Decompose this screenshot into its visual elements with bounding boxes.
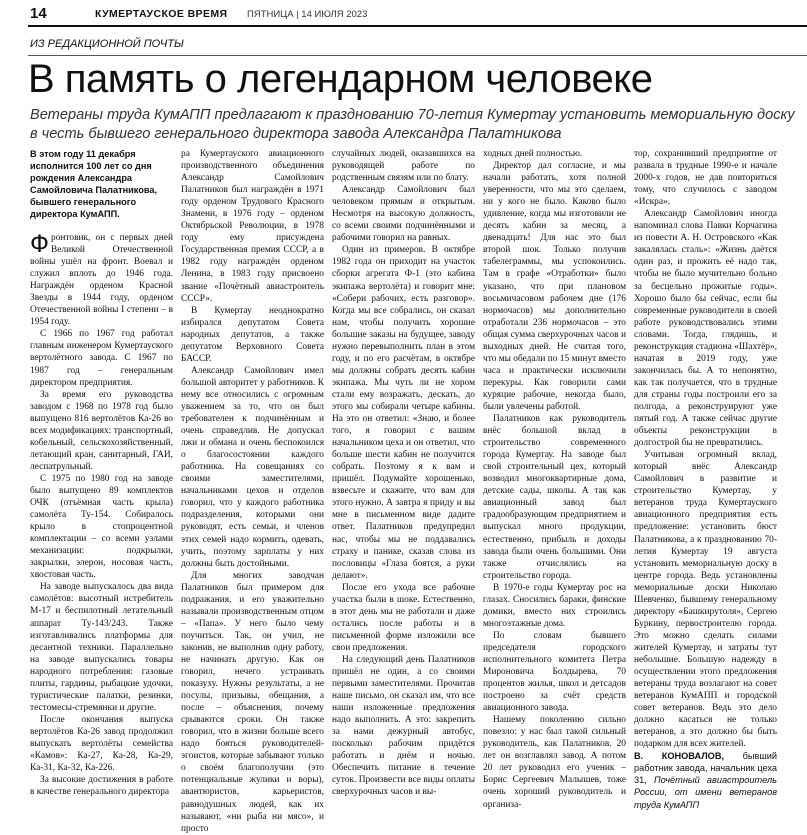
paragraph: В Кумертау неоднократно избирался депутатом Совета народных депутатов, а также депутатом Верховного Совета БАССР.: [181, 305, 324, 364]
paragraph: На заводе выпускалось два вида самолётов: высотный истребитель М-17 и беспилотный летательный аппарат Ту-143/243. Также изготавливались платформы для десантной техники. Параллельно на заводе выпускались товары народного потребления: газовые плиты, гардины, рыбацкие удочки, туристические палатки, резинки, тестомесы-стремянки и другие.: [30, 582, 173, 713]
author-title: Почётный авиастроитель России, от имени ветеранов труда КумАПП: [634, 775, 777, 810]
article-body: [0, 148, 807, 834]
issue-date: ПЯТНИЦА | 14 ИЮЛЯ 2023: [247, 9, 368, 20]
paragraph: За высокие достижения в работе в качестве генерального директора: [30, 775, 173, 798]
header-divider: [28, 25, 807, 27]
article-lead: Ветераны труда КумАПП предлагают к празднованию 70-летия Кумертау установить мемориальную доску в честь бывшего генерального директора завода Александра Палатникова: [30, 107, 795, 142]
paragraph: По словам бывшего председателя городского исполнительного комитета Петра Мироновича Болдырева, 70 процентов жилья, школ и детсадов построено за счёт средств авиационного завода.: [483, 630, 626, 714]
article-intro: В этом году 11 декабря исполнится 100 лет со дня рождения Александра Самойловича Палатникова, бывшего генерального директора КумАПП.: [30, 149, 158, 219]
paragraph: ходных дней полностью.: [483, 149, 583, 159]
text-column-4: [483, 148, 626, 810]
text-column-5: [634, 148, 777, 810]
paragraph: Нашему поколению сильно повезло: у нас был такой сильный руководитель, как Палатников. 20 лет он возглавлял завод. А потом 20 лет руководил его ученик – Борис Сергеевич Малышев, тоже очень хороший руководитель и организа-: [483, 715, 626, 810]
paragraph: Фронтовик, он с первых дней Великой Отечественной войны ушёл на фронт. Воевал и служил вплоть до 1946 года. Награждён орденом Красной Звезды в 1944 году, орденом Отечественной войны I степени – в 1954 году.: [30, 230, 173, 328]
text-column-1: [30, 148, 173, 798]
paragraph: На следующий день Палатников пришёл не один, а со своими первыми заместителями. Прочитав наше письмо, он сказал им, что все наши изложенные предложения надо выполнить. А это: закрепить за нами дежурный автобус, посколько рабочим придётся работать и днём и ночью. Обеспечить питание в течение суток. Произвести все виды оплаты сверхурочных часов и вы-: [332, 654, 475, 798]
paragraph: Учитывая огромный вклад, который внёс Александр Самойлович в развитие и строительство Кумертау, у ветеранов труда Кумертауского авиационного предприятия есть предложение: установить бюст Палатникова, а к празднованию 70-летия Кумертау 19 августа установить мемориальную доску в центре города. Ведь установлены мемориальные доски Николаю Шевченко, бывшему генеральному директору «Башкирутоля», Сергею Буркину, первостроителю города. Это можно сделать силами жителей Кумертау, и затраты тут небольшие. Большую надежду в осуществлении этого предложения ветераны труда возлагают на совет ветеранов КумАПП и городской совет ветеранов. Ведь это дело должно касаться не только ветеранов, а это должно бы быть подарком для всех жителей.: [634, 450, 777, 750]
paragraph: После его ухода все рабочие участка были в шоке. Естественно, в этот день мы не работали и даже остались после работы и в письменной форме изложили все свои предложения.: [332, 582, 475, 653]
author-name: В. КОНОВАЛОВ,: [634, 751, 743, 762]
author-signature: В. КОНОВАЛОВ, бывший работник завода, начальник цеха 31, Почётный авиастроитель России, от имени ветеранов труда КумАПП: [634, 751, 777, 810]
paragraph: случайных людей, оказавшихся на руководящей работе по родственным связям или по блату.: [332, 149, 475, 184]
paragraph: Для многих заводчан Палатников был примером для подражания, и его уважительно называли производственным отцом – «Папа». У него было чему поучиться. Так, он учил, не законив, не выполнив одну работу, не начинать другую. Как он говорил, нечего устраивать показуху. Нужны результаты, а не посулы, призывы, обещания, а после – объяснения, почему срываются сроки. Он также говорил, что в жизни больше всего надо бояться руководителей-эгоистов, которые забывают только о своём благополучии (это потенциальные жулики и воры), авантюристов, карьеристов, равнодушных людей, как их называют, «ни рыба ни мясо», и просто: [181, 570, 324, 834]
paragraph: Один из примеров. В октябре 1982 года он приходит на участок сборки агрегата Ф-1 (это кабина экипажа вертолёта) и говорит мне: «Собери рабочих, есть разговор». Когда мы все собрались, он сказал нам, чтобы получить хорошие большие заказы на будущее, заводу нужно перевыполнить план в этом году, и по его расчётам, в октябре мы должны собрать десять кабин экипажа. Мы чуть ли не хором стали ему возражать, дескать, до этого мы собирали четыре кабины. На это он ответил: «Знаю, и более того, я говорил с вашим начальником цеха и он ответил, что больше шести кабин не получится собрать. Поэтому я к вам и пришёл. Подумайте хорошенько, взвесьте и скажите, что вам для этого нужно. А завтра я приду и вы мне в письменном виде дадите ответ. Палатников предупредил нас, чтобы мы не поддавались страху и панике, сказав слова из пословицы «Глаза боятся, а руки делают».: [332, 245, 475, 581]
newspaper-name: КУМЕРТАУСКОЕ ВРЕМЯ: [95, 8, 228, 20]
article-title: В память о легендарном человеке: [28, 57, 653, 101]
text-column-3: [332, 148, 475, 798]
section-rubric: ИЗ РЕДАКЦИОННОЙ ПОЧТЫ: [30, 38, 184, 50]
paragraph: С 1975 по 1980 год на заводе было выпущено 89 комплектов ОЧК (отъёмная часть крыла) самолёта Ту-154. Собиралось крыло в стопроцентной комплектации – со всеми узлами механизации: подкрылки, закрылки, элерон, носовая часть, хвостовая часть.: [30, 473, 173, 581]
text-column-2: [181, 148, 324, 834]
paragraph: Александр Самойлович имел большой авторитет у работников. К нему все относились с огромным уважением за то, что он был требователен к подчинённым и очень справедлив. Не допускал лжи и обмана и очень беспокоился о благосостоянии каждого работника. На совещаниях со своими заместителями, начальниками цехов и отделов говорил, что у каждого работника подразделения, которыми они руководят, есть семьи, и членов этих семей надо кормить, одевать, учить, поэтому зарплаты у них должны быть достойными.: [181, 365, 324, 569]
paragraph: После окончания выпуска вертолётов Ка-26 завод продолжил выпускать вертолёты семейства «Камов»: Ка-27, Ка-28, Ка-29, Ка-31, Ка-32, Ка-226.: [30, 714, 173, 774]
paragraph: Палатников как руководитель внёс большой вклад в строительство современного города Кумертау. На заводе был свой строительный цех, который возводил многоквартирные дома, детские сады, школы. А так как авиационный завод был градообразующим предприятием и выпускал много продукции, естественно, прибыль и доходы завода были очень большими. Они также отчислялись на строительство города.: [483, 414, 626, 581]
paragraph: С 1966 по 1967 год работал главным инженером Кумертауского вертолётного завода. С 1967 по 1987 год – генеральным директором предприятия.: [30, 329, 173, 388]
page-header: [0, 0, 807, 26]
page-number: 14: [30, 5, 47, 22]
paragraph: Александр Самойлович иногда напоминал слова Павки Корчагина из повести А. Н. Островского «Как закалялась сталь»: «Жизнь даётся один раз, и прожить её надо так, чтобы не было мучительно больно за бесцельно прожитые годы». Хорошо было бы сейчас, если бы современные руководители в своей работе руководствовались этими словами. Тогда, глядишь, и реконструкция стадиона «Шахтёр», начатая в 2019 году, уже закончилась бы. А то непонятно, как так получается, что в трудные для страны годы построили его за полгода, а реконструируют уже пятый год. А также сейчас другие объекты реконструкции в долгострой бы не превратились.: [634, 209, 777, 449]
paragraph: Директор дал согласие, и мы начали работать, хотя полной уверенности, что мы это сделаем, ни у кого не было. Каково было удивление, когда мы изготовили не десять кабин за месяц, а двенадцать! Для нас это был второй шок. Только получив табелеграммы, мы успокоились. Там в графе «Отработки» было указано, что при плановом восьмичасовом рабочем дне (176 нормочасов) мы дополнительно отработали 236 нормочасов – это общая сумма сверхурочных часов и выходных дней. Не считая того, что мы обедали по 15 минут вместо часа и практически исключили перекуры. Как говорили сами куряцие рабочие, некогда было, были увлечены работой.: [483, 161, 626, 412]
paragraph: Александр Самойлович был человеком прямым и открытым. Несмотря на высокую должность, со всеми своими подчинёнными и рабочими говорил на равных.: [332, 185, 475, 244]
paragraph: тор, сохранивший предприятие от развала в трудные 1990-е и начале 2000-х годов, не дав повториться тому, что случилось с заводом «Искра».: [634, 149, 777, 208]
paragraph: В 1970-е годы Кумертау рос на глазах. Сносились бараки, финские домики, вместо них строились многоэтажные дома.: [483, 582, 626, 629]
paragraph: ра Кумертауского авиационного производственного объединения Александр Самойлович Палатников был награждён в 1971 году орденом Трудового Красного Знамени, в 1976 году – орденом Октябрьской Революции, в 1978 году ему присуждена Государственная премия СССР, а в 1982 году награждён орденом Ленина, в 1983 году присвоено звание «Почётный авиастроитель СССР».: [181, 149, 324, 304]
paragraph: За время его руководства заводом с 1968 по 1978 год было выпущено 816 вертолётов Ка-26 во всех модификациях: транспортный, кобельный, сельскохозяйственный, летающий кран, санитарный, ГАИ, леспатрульный.: [30, 389, 173, 472]
drop-cap: Ф: [30, 230, 50, 258]
